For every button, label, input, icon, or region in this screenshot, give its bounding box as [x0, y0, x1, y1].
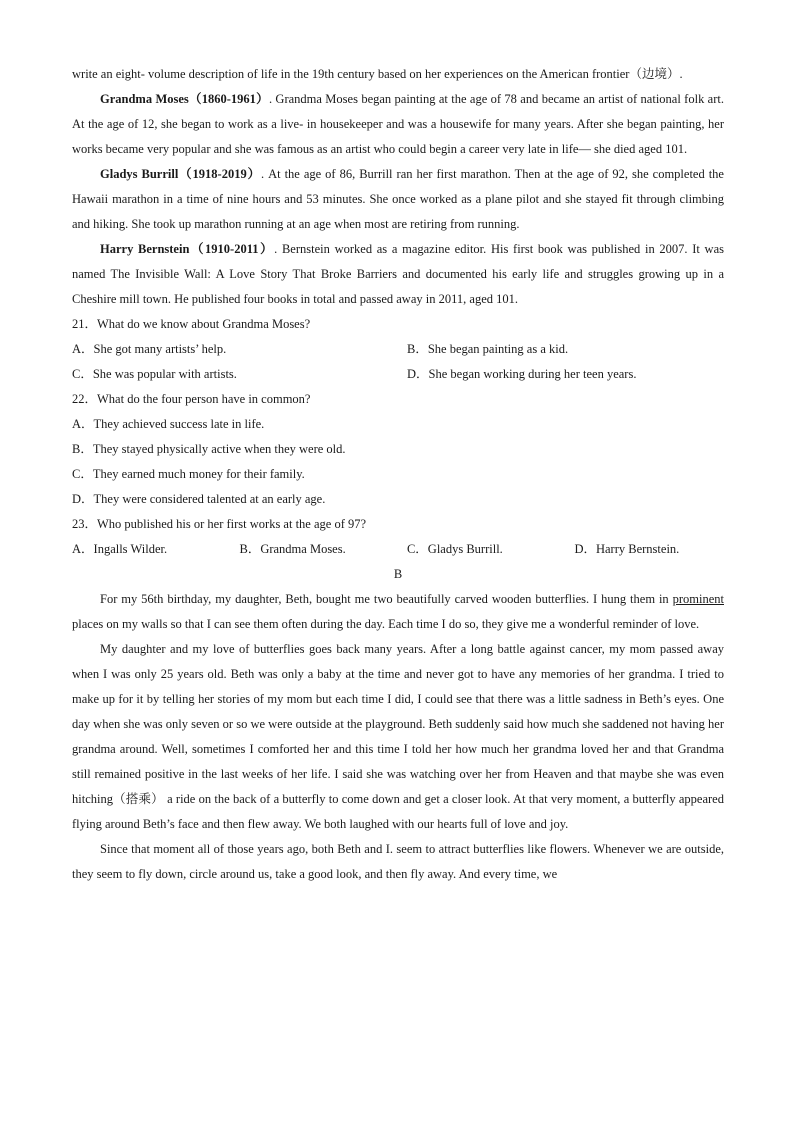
option-b: B．They stayed physically active when they were old.	[72, 442, 346, 456]
option-c: C．She was popular with artists.	[72, 367, 237, 381]
bio-name: Harry Bernstein（1910-2011）	[100, 242, 275, 256]
option-c: C．They earned much money for their family.	[72, 467, 305, 481]
passage-b-paragraph-3: Since that moment all of those years ago, both Beth and I. seem to attract butterflies like flowers. Whenever we are outside, they seem to fly down, circle around us, take a good look, and then fly away. And every time, we	[72, 842, 724, 881]
option-c: C．Gladys Burrill.	[406, 542, 503, 556]
question-22-stem: 22．What do the four person have in common?	[72, 392, 311, 406]
bio-harry-bernstein	[72, 237, 724, 312]
passage-b-paragraph-1	[72, 587, 724, 637]
question-21-options-row-1	[72, 337, 724, 362]
bio-gladys-burrill	[72, 162, 724, 237]
underlined-word: prominent	[672, 592, 724, 606]
option-d: D．She began working during her teen years.	[407, 367, 637, 381]
option-a: A．They achieved success late in life.	[72, 417, 265, 431]
option-a: A．Ingalls Wilder.	[72, 542, 168, 556]
section-b-heading: B	[393, 567, 403, 581]
question-23-stem: 23．Who published his or her first works at the age of 97?	[72, 517, 367, 531]
option-b: B．Grandma Moses.	[239, 542, 346, 556]
document-page	[72, 62, 724, 887]
bio-grandma-moses	[72, 87, 724, 162]
option-b: B．She began painting as a kid.	[407, 342, 569, 356]
passage-b-paragraph-2: My daughter and my love of butterflies goes back many years. After a long battle against cancer, my mom passed away when I was only 25 years old. Beth was only a baby at the time and never got to have any memories of her grandma. I tried to make up for it by telling her stories of my mom but each time I did, I could see that there was a little sadness in Beth’s eyes. One day when she was only seven or so we were outside at the playground. Beth suddenly said how much she saddened not having her grandma around. Well, sometimes I comforted her and this time I told her how much her grandma loved her and that Grandma still remained positive in the last weeks of her life. I said she was watching over her from Heaven and that maybe she was even hitching（搭乘） a ride on the back of a butterfly to come down and get a closer look. At that very moment, a butterfly appeared flying around Beth’s face and then flew away. We both laughed with our hearts full of love and joy.	[72, 642, 724, 831]
bio-name: Grandma Moses（1860-1961）	[100, 92, 269, 106]
question-21-options-row-2	[72, 362, 724, 387]
option-d: D．Harry Bernstein.	[574, 542, 680, 556]
bio-text: . Grandma Moses began painting at the age of 78 and became an artist of national folk art. At the age of 12, she began to work as a live- in housekeeper and was a housewife for many years. After she began painting, her works became very popular and she was famous as an artist who could begin a career very late in life— she died aged 101.	[72, 92, 724, 156]
option-a: A．She got many artists’ help.	[72, 342, 227, 356]
passage-a-intro: write an eight- volume description of life in the 19th century based on her experiences on the American frontier（边境）.	[72, 67, 683, 81]
question-21-stem: 21．What do we know about Grandma Moses?	[72, 317, 311, 331]
question-23-options	[72, 537, 724, 562]
text-run: places on my walls so that I can see them often during the day. Each time I do so, they give me a wonderful reminder of love.	[72, 617, 700, 631]
bio-text: . Bernstein worked as a magazine editor. His first book was published in 2007. It was named The Invisible Wall: A Love Story That Broke Barriers and documented his early life and struggles growing up in a Cheshire mill town. He published four books in total and passed away in 2011, aged 101.	[72, 242, 724, 306]
bio-name: Gladys Burrill（1918-2019）	[100, 167, 261, 181]
text-run: For my 56th birthday, my daughter, Beth, bought me two beautifully carved wooden butterflies. I hung them in	[100, 592, 673, 606]
bio-text: . At the age of 86, Burrill ran her first marathon. Then at the age of 92, she completed the Hawaii marathon in a time of nine hours and 53 minutes. She once worked as a plane pilot and she stayed fit through climbing and hiking. She took up marathon running at an age when most are retiring from running.	[72, 167, 724, 231]
option-d: D．They were considered talented at an early age.	[72, 492, 326, 506]
